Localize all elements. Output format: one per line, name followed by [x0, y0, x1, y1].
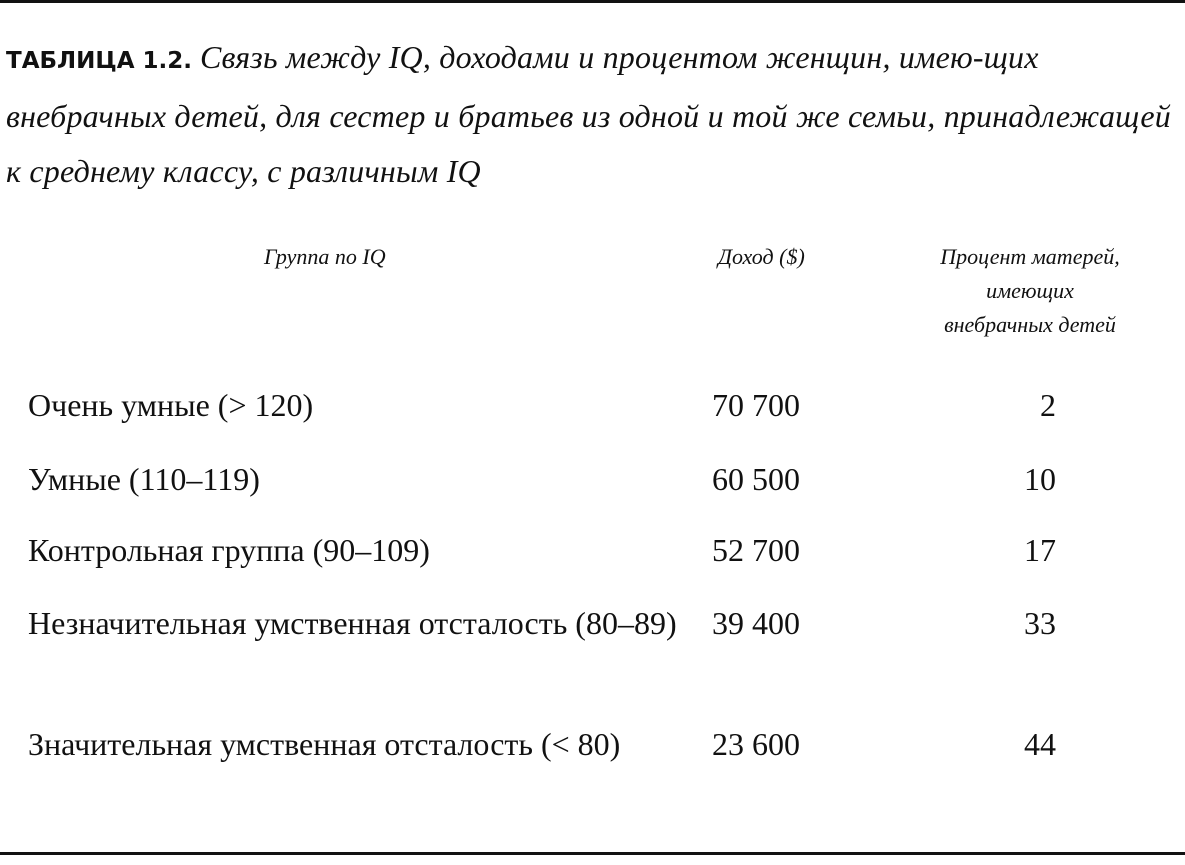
column-header-group: Группа по IQ — [264, 244, 386, 269]
column-header-percent — [885, 240, 1175, 342]
cell-group: Умные (110–119) — [28, 461, 260, 497]
column-header-income: Доход ($) — [718, 244, 805, 269]
cell-percent: 2 — [1040, 387, 1056, 423]
table-caption — [6, 30, 1178, 199]
cell-percent: 10 — [1024, 461, 1056, 497]
column-header-percent-line-3: внебрачных детей — [944, 312, 1116, 337]
column-header-percent-line-1: Процент матерей, — [940, 244, 1120, 269]
column-header-percent-line-2: имеющих — [986, 278, 1074, 303]
cell-group: Очень умные (> 120) — [28, 387, 314, 423]
cell-income: 70 700 — [712, 387, 800, 423]
cell-income: 39 400 — [712, 605, 800, 641]
bottom-rule — [0, 852, 1185, 855]
caption-label: ТАБЛИЦА 1.2. — [6, 48, 192, 74]
cell-income: 60 500 — [712, 461, 800, 497]
top-rule — [0, 0, 1185, 3]
cell-group: Контрольная группа (90–109) — [28, 532, 430, 568]
cell-percent: 17 — [1024, 532, 1056, 568]
cell-group: Незначительная умственная отсталость (80–89) — [28, 605, 677, 641]
cell-income: 52 700 — [712, 532, 800, 568]
cell-percent: 44 — [1024, 726, 1056, 762]
caption-text: Связь между IQ, доходами и процентом женщин, имею-щих внебрачных детей, для сестер и братьев из одной и той же семьи, принадлежащей к среднему классу, с различным IQ — [6, 39, 1171, 189]
cell-percent: 33 — [1024, 605, 1056, 641]
cell-group: Значительная умственная отсталость (< 80) — [28, 726, 621, 762]
cell-income: 23 600 — [712, 726, 800, 762]
